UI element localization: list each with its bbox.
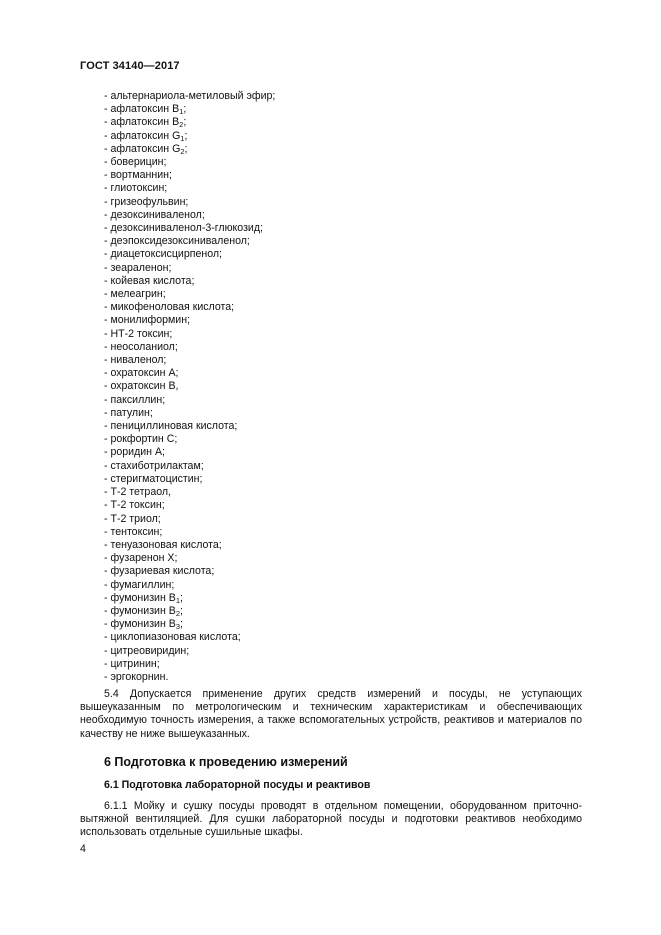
- list-item: - патулин;: [104, 406, 153, 419]
- list-item: - мелеагрин;: [104, 288, 166, 301]
- list-item: - роридин А;: [104, 446, 165, 459]
- list-item: - стахиботрилактам;: [104, 459, 204, 472]
- list-item: - охратоксин В,: [104, 380, 179, 393]
- list-item: - тенуазоновая кислота;: [104, 538, 222, 551]
- list-item: - цитреовиридин;: [104, 644, 190, 657]
- list-item: - Т-2 токсин;: [104, 499, 165, 512]
- mycotoxin-list: [104, 90, 275, 684]
- list-item: - рокфортин С;: [104, 433, 178, 446]
- list-item: - афлатоксин $B_1$;: [104, 103, 187, 117]
- list-item: - тентоксин;: [104, 525, 163, 538]
- list-item: - ниваленол;: [104, 354, 167, 367]
- list-item: - вортманнин;: [104, 169, 172, 182]
- list-item: - афлатоксин $G_2$;: [104, 142, 188, 156]
- page-number: 4: [80, 843, 86, 855]
- list-item: - боверицин;: [104, 156, 167, 169]
- list-item: - фумонизин $B_3$;: [104, 618, 183, 632]
- list-item: - охратоксин А;: [104, 367, 179, 380]
- list-item: - фузариевая кислота;: [104, 565, 215, 578]
- list-item: - фузаренон Х;: [104, 552, 178, 565]
- list-item: - фумонизин $B_2$;: [104, 604, 183, 618]
- list-item: - фумонизин $B_1$;: [104, 591, 183, 605]
- list-item: - глиотоксин;: [104, 182, 168, 195]
- list-item: - НТ-2 токсин;: [104, 327, 173, 340]
- list-item: - неосоланиол;: [104, 340, 178, 353]
- list-item: - циклопиазоновая кислота;: [104, 631, 241, 644]
- list-item: - фумагиллин;: [104, 578, 175, 591]
- list-item: - дезоксиниваленол-3-глюкозид;: [104, 222, 263, 235]
- document-header: ГОСТ 34140—2017: [80, 60, 180, 72]
- list-item: - афлатоксин $B_2$;: [104, 116, 187, 130]
- list-item: - зеараленон;: [104, 261, 172, 274]
- list-item: - цитринин;: [104, 657, 160, 670]
- list-item: - паксиллин;: [104, 393, 166, 406]
- list-item: - пенициллиновая кислота;: [104, 420, 238, 433]
- list-item: - эргокорнин.: [104, 670, 169, 683]
- list-item: - альтернариола-метиловый эфир;: [104, 90, 276, 102]
- list-item: - Т-2 триол;: [104, 512, 161, 525]
- list-item: - афлатоксин $G_1$;: [104, 129, 188, 143]
- section-6-1-heading: 6.1 Подготовка лабораторной посуды и реактивов: [104, 779, 371, 791]
- list-item: - деэпоксидезоксиниваленол;: [104, 235, 250, 248]
- paragraph-5-4: 5.4 Допускается применение других средств измерений и посуды, не уступающих вышеуказанным по метрологическим и техническим характеристикам и обеспечивающих необходимую точность измерения, а также вспомогательных устройств, реактивов и материалов по качеству не ниже вышеуказанных.: [80, 688, 582, 740]
- list-item: - микофеноловая кислота;: [104, 301, 235, 314]
- list-item: - дезоксиниваленол;: [104, 208, 205, 221]
- paragraph-6-1-1: 6.1.1 Мойку и сушку посуды проводят в отдельном помещении, оборудованном приточно-вытяжной вентиляцией. Для сушки лабораторной посуды и подготовки реактивов необходимо использовать отдельные сушильные шкафы.: [80, 800, 582, 839]
- list-item: - койевая кислота;: [104, 274, 195, 287]
- list-item: - Т-2 тетраол,: [104, 486, 171, 499]
- list-item: - монилиформин;: [104, 314, 191, 327]
- list-item: - диацетоксисцирпенол;: [104, 248, 222, 261]
- list-item: - стеригматоцистин;: [104, 472, 203, 485]
- section-6-heading: 6 Подготовка к проведению измерений: [104, 755, 348, 769]
- list-item: - гризеофульвин;: [104, 195, 189, 208]
